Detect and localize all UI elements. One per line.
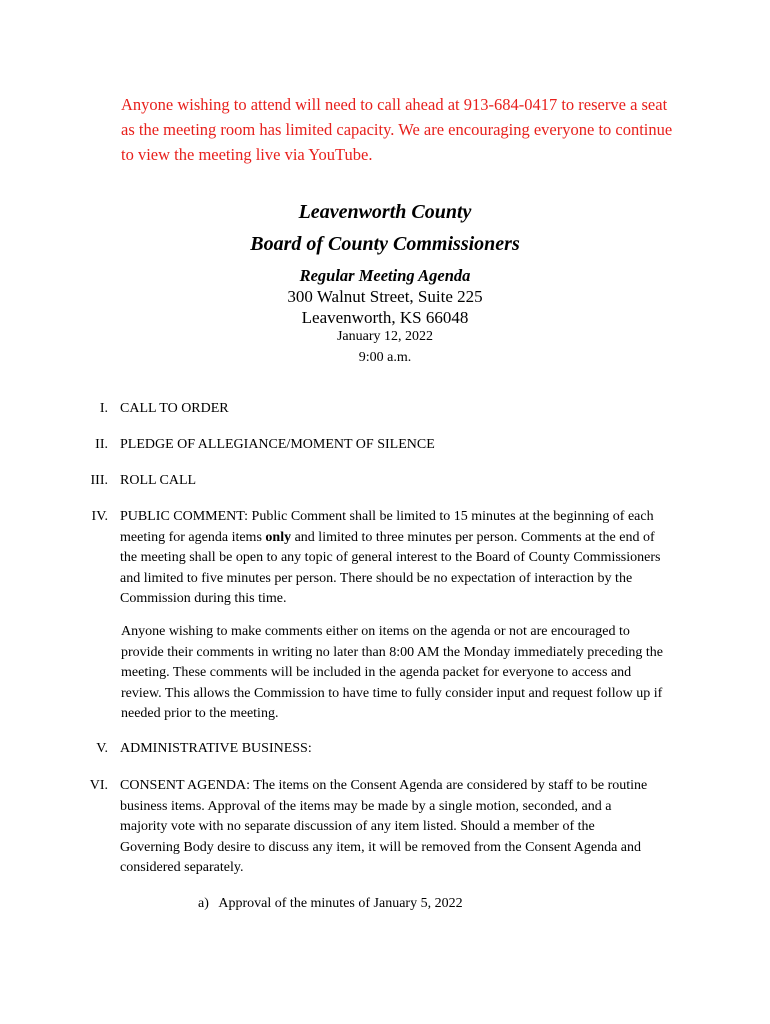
attendance-notice: Anyone wishing to attend will need to call ahead at 913-684-0417 to reserve a seat as the meeting room has limited capacity. We are encouraging everyone to continue to view the meeting live via YouTube. [121, 95, 673, 164]
address-line-1: 300 Walnut Street, Suite 225 [287, 287, 483, 306]
item-text: ROLL CALL [120, 473, 197, 488]
item-text: CALL TO ORDER [120, 401, 229, 416]
meeting-time: 9:00 a.m. [358, 350, 412, 365]
item-text: PUBLIC COMMENT: Public Comment shall be limited to 15 minutes at the beginning of each meeting for agenda items only and limited to three minutes per person. Comments at the end of the meeting shall be open to any topic of general interest to the Board of County Commissioners and limited to five minutes per person. There should be no expectation of interaction by the Commission during this time. [120, 509, 661, 607]
item-number: I. [99, 401, 108, 416]
address-line-2: Leavenworth, KS 66048 [301, 308, 469, 327]
item-text: PLEDGE OF ALLEGIANCE/MOMENT OF SILENCE [120, 437, 435, 452]
agenda-title: Regular Meeting Agenda [299, 266, 471, 285]
item-number: II. [95, 437, 108, 452]
item-text: ADMINISTRATIVE BUSINESS: [120, 741, 312, 756]
emphasis-only: only [265, 529, 292, 545]
item-text: CONSENT AGENDA: The items on the Consent Agenda are considered by staff to be routine business items. Approval of the items may be made by a single motion, seconded, and a majority vote with no separate discussion of any item listed. Should a member of the Governing Body desire to discuss any item, it will be removed from the Consent Agenda and considered separately. [120, 778, 648, 876]
board-title: Board of County Commissioners [250, 233, 520, 255]
meeting-date: January 12, 2022 [336, 329, 434, 344]
consent-item-letter: a) [198, 896, 209, 911]
consent-item-text: Approval of the minutes of January 5, 2022 [218, 896, 463, 911]
item-number: V. [96, 741, 108, 756]
county-title: Leavenworth County [298, 201, 472, 223]
item-number: III. [90, 473, 108, 488]
public-comment-note: Anyone wishing to make comments either on items on the agenda or not are encouraged to provide their comments in writing no later than 8:00 AM the Monday immediately preceding the meeting. These comments will be included in the agenda packet for everyone to access and review. This allows the Commission to have time to fully consider input and request follow up if needed prior to the meeting. [121, 624, 663, 722]
consent-item [198, 896, 463, 912]
item-number: VI. [89, 778, 108, 793]
item-number: IV. [91, 509, 108, 524]
